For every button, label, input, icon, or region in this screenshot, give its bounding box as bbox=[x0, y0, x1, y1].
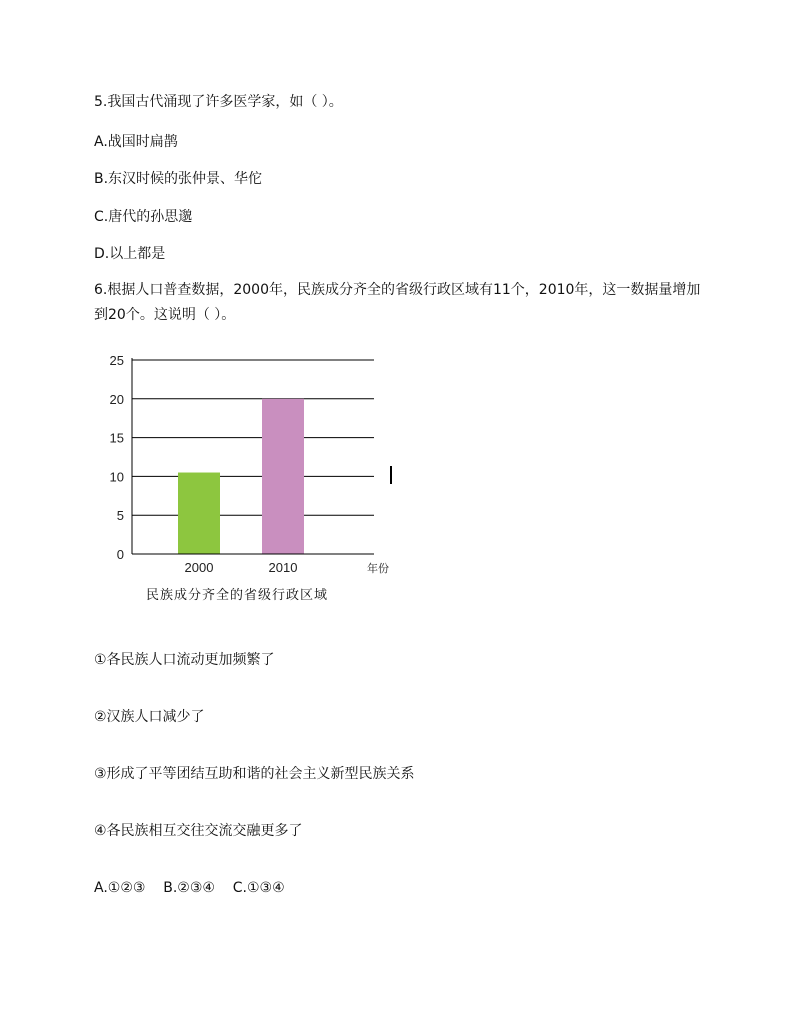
q6-statement-3: ③形成了平等团结互助和谐的社会主义新型民族关系 bbox=[94, 766, 415, 782]
y-tick-label: 0 bbox=[116, 547, 124, 562]
x-tick-label: 2000 bbox=[184, 560, 214, 575]
q5-option-d: D.以上都是 bbox=[94, 246, 166, 262]
x-tick-label: 2010 bbox=[268, 560, 298, 575]
y-tick-label: 20 bbox=[109, 391, 124, 407]
q6-answer-options: A.①②③ B.②③④ C.①③④ bbox=[94, 880, 285, 896]
text-cursor bbox=[390, 466, 392, 484]
q5-option-c: C.唐代的孙思邈 bbox=[94, 209, 193, 225]
bar bbox=[262, 399, 304, 554]
question-5-stem: 5.我国古代涌现了许多医学家，如（ ）。 bbox=[94, 94, 343, 110]
bar bbox=[178, 473, 220, 554]
y-tick-label: 25 bbox=[109, 353, 124, 368]
bar-chart bbox=[96, 340, 396, 580]
question-6-stem: 6.根据人口普查数据，2000年，民族成分齐全的省级行政区域有11个，2010年，这一数据量增加到20个。这说明（ ）。 bbox=[94, 282, 701, 323]
y-tick-label: 10 bbox=[109, 469, 124, 485]
q6-statement-1: ①各民族人口流动更加频繁了 bbox=[94, 652, 275, 668]
q5-option-a: A.战国时扁鹊 bbox=[94, 134, 178, 150]
q5-option-b: B.东汉时候的张仲景、华佗 bbox=[94, 171, 263, 187]
x-axis-label: 年份 bbox=[367, 562, 389, 575]
y-tick-label: 15 bbox=[109, 430, 124, 446]
q6-statement-2: ②汉族人口减少了 bbox=[94, 709, 205, 725]
y-tick-label: 5 bbox=[116, 508, 124, 524]
chart-caption: 民族成分齐全的省级行政区域 bbox=[146, 588, 329, 603]
q6-statement-4: ④各民族相互交往交流交融更多了 bbox=[94, 823, 303, 839]
